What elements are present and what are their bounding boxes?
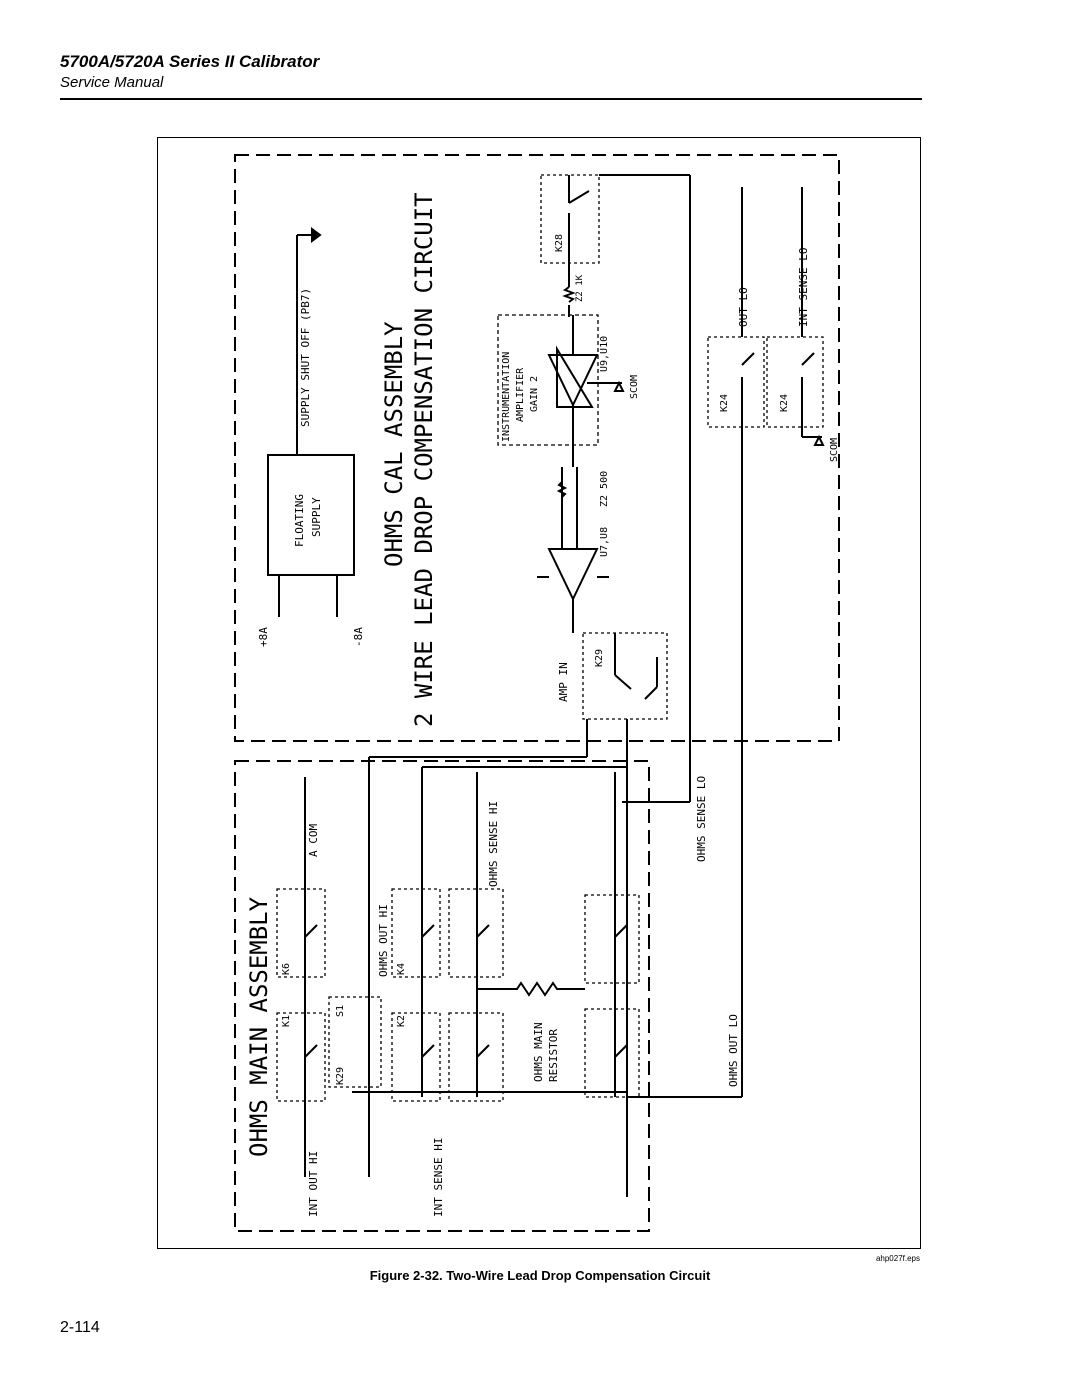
inst-amp-label-2: AMPLIFIER: [515, 367, 526, 422]
supply-off-label: SUPPLY SHUT OFF (PB7): [299, 287, 312, 427]
ohms-out-hi-label: OHMS OUT HI: [377, 904, 390, 977]
resistor-label-1: OHMS MAIN: [532, 1022, 545, 1082]
plus-8a-label: +8A: [257, 627, 270, 647]
k4-label: K4: [396, 962, 407, 975]
k24-label-2: K24: [779, 393, 790, 412]
cal-assembly-title: OHMS CAL ASSEMBLY: [380, 321, 408, 567]
main-assembly-title: OHMS MAIN ASSEMBLY: [245, 896, 273, 1157]
u910-label: U9,U10: [599, 335, 610, 372]
scom-label-1: SCOM: [629, 374, 640, 399]
resistor-label-2: RESISTOR: [547, 1029, 560, 1082]
k24-sense-lo-relay: [767, 337, 823, 427]
z2-500-label: Z2 500: [599, 470, 610, 507]
schematic-diagram: [157, 137, 921, 1249]
cal-assembly-subtitle: 2 WIRE LEAD DROP COMPENSATION CIRCUIT: [410, 192, 438, 727]
inst-amp-label-3: GAIN 2: [529, 375, 540, 412]
out-lo-relay: [585, 1009, 639, 1097]
minus-8a-label: -8A: [352, 627, 365, 647]
k24-label-1: K24: [719, 393, 730, 412]
floating-label: FLOATING: [293, 494, 306, 547]
inst-amp-label-1: INSTRUMENTATION: [501, 351, 512, 442]
k1-label: K1: [281, 1014, 292, 1027]
supply-label: SUPPLY: [310, 497, 323, 537]
scom-label-2: SCOM: [829, 437, 840, 462]
manual-subtitle: Service Manual: [60, 74, 164, 91]
int-sense-lo-label: INT SENSE LO: [797, 247, 810, 327]
z2-1k-label: Z2 1K: [575, 274, 585, 302]
figure-caption: Figure 2-32. Two-Wire Lead Drop Compensation Circuit: [369, 1268, 711, 1283]
s1-label: S1: [335, 1004, 346, 1017]
int-sense-hi-label: INT SENSE HI: [432, 1137, 445, 1217]
manual-title: 5700A/5720A Series II Calibrator: [60, 52, 320, 71]
a-com-label: A COM: [307, 823, 320, 857]
k29-relay: [583, 633, 667, 719]
k29-label: K29: [594, 648, 605, 667]
instrumentation-amplifier-box: [498, 315, 598, 445]
k6-label: K6: [281, 962, 292, 975]
figure-file-name: ahp027f.eps: [875, 1254, 920, 1263]
int-out-hi-label: INT OUT HI: [307, 1150, 320, 1217]
k24-out-lo-relay: [708, 337, 764, 427]
header-rule: [60, 98, 922, 100]
k2-label: K2: [396, 1014, 407, 1027]
ohms-sense-hi-label: OHMS SENSE HI: [487, 800, 500, 887]
out-lo-label: OUT LO: [737, 287, 750, 327]
sense-lo-relay: [585, 895, 639, 983]
page-number: 2-114: [60, 1319, 100, 1336]
ohms-sense-lo-label: OHMS SENSE LO: [695, 775, 708, 862]
ohms-cal-assembly-border: [235, 155, 839, 741]
k28-label: K28: [554, 233, 565, 252]
amp-in-label: AMP IN: [557, 662, 570, 702]
u78-label: U7,U8: [599, 526, 610, 557]
ohms-out-lo-label: OHMS OUT LO: [727, 1014, 740, 1087]
k29-main-label: K29: [335, 1066, 346, 1085]
